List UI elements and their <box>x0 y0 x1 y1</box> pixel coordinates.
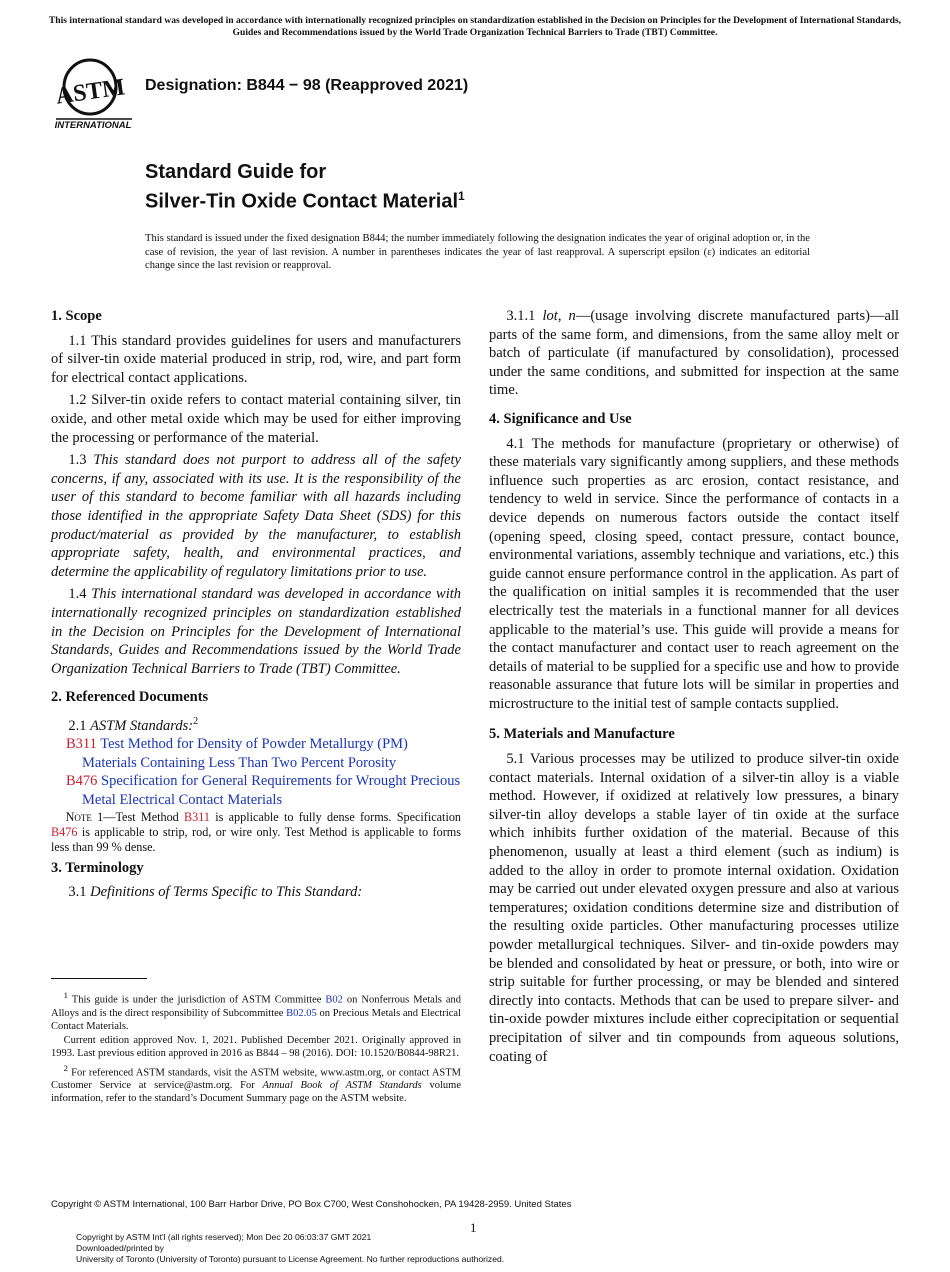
astm-logo-letters: ASTM <box>54 74 127 110</box>
para-1-3-num: 1.3 <box>68 452 87 469</box>
download-line-1: Copyright by ASTM Int'l (all rights reserved); Mon Dec 20 06:03:37 GMT 2021 <box>76 1232 372 1242</box>
para-3-1-1-text: —(usage involving discrete manufactured parts)—all parts of the same form, and dimensions, from the same alloy melt or batch of particulate (if manufactured by consolidation), processed under the same conditions, and submitted for inspection at the same time. <box>489 308 900 399</box>
para-2-1-text: ASTM Standards: <box>90 717 194 734</box>
title-footnote-mark: 1 <box>458 189 465 203</box>
footnote-1-link-b0205[interactable]: B02.05 <box>286 1007 317 1019</box>
document-title <box>145 160 465 214</box>
note-1-link-b311[interactable]: B311 <box>184 809 210 824</box>
footnote-rule <box>51 978 147 979</box>
para-1-1: 1.1 This standard provides guidelines for users and manufacturers of silver-tin oxide material produced in strip, rod, wire, and part form for electrical contact applications. <box>51 332 461 386</box>
para-1-2: 1.2 Silver-tin oxide refers to contact material containing silver, tin oxide, and other metal oxide which may be used for either improving the processing or performance of the material. <box>51 392 461 446</box>
footnote-2-text-b: volume information, refer to the standard’s Document Summary page on the ASTM website. <box>51 1080 461 1105</box>
footnote-2 <box>51 1062 461 1106</box>
ref-b311-title[interactable]: Test Method for Density of Powder Metallurgy (PM) Materials Containing Less Than Two Percent Porosity <box>82 736 408 771</box>
para-3-1-num: 3.1 <box>68 884 87 901</box>
para-1-3 <box>51 451 461 581</box>
note-1-text-a: —Test Method <box>103 809 185 824</box>
download-line-3: University of Toronto (University of Toronto) pursuant to License Agreement. No further reproductions authorized. <box>76 1253 505 1264</box>
left-column <box>51 307 461 906</box>
para-1-4-text: This international standard was developed in accordance with internationally recognized principles on standardization established in the Decision on Principles for the Development of International Standards, Guides and Recommendations issued by the World Trade Organization Technical Barriers to Trade (TBT) Committee. <box>51 586 461 677</box>
section-4-heading: 4. Significance and Use <box>489 410 632 427</box>
para-2-1-sup: 2 <box>193 715 199 727</box>
ref-b476-title[interactable]: Specification for General Requirements for Wrought Precious Metal Electrical Contact Materials <box>82 773 461 809</box>
footnote-1-link-b02[interactable]: B02 <box>325 994 343 1006</box>
footnote-1-text-c: on Precious Metals and Electrical Contact Materials. <box>51 1007 461 1032</box>
para-2-1-num: 2.1 <box>68 717 87 734</box>
ref-b476[interactable] <box>66 772 461 809</box>
footnote-1-text-a: This guide is under the jurisdiction of ASTM Committee <box>67 994 326 1006</box>
para-1-3-text: This standard does not purport to address all of the safety concerns, if any, associated with its use. It is the responsibility of the user of this standard to become familiar with all hazards including those identified in the appropriate Safety Data Sheet (SDS) for this product/material as provided by the manufacturer, to establish appropriate safety, health, and environmental practices, and determine the applicability of regulatory limitations prior to use. <box>51 452 461 580</box>
ref-b311-code[interactable]: B311 <box>66 736 97 753</box>
top-notice: This international standard was developed in accordance with internationally recognized principles on standardization established in the Decision on Principles for the Development of International Standards, Guides and Recommendations issued by the World Trade Organization Technical Barriers to Trade (TBT) Committee. <box>48 15 902 38</box>
footnote-1-approval: Current edition approved Nov. 1, 2021. Published December 2021. Originally approved in 1993. Last previous edition approved in 2016 as B844 – 98 (2016). DOI: 10.1520/B0844-98R21. <box>51 1035 461 1060</box>
para-1-4 <box>51 585 461 678</box>
footnote-2-text-a: For referenced ASTM standards, visit the ASTM website, www.astm.org, or contact ASTM Customer Service at service@astm.org. For <box>51 1067 461 1092</box>
para-3-1-1 <box>489 307 899 400</box>
footnotes <box>51 989 461 1107</box>
issue-note: This standard is issued under the fixed designation B844; the number immediately following the designation indicates the year of original adoption or, in the case of revision, the year of last revision. A number in parentheses indicates the year of last reapproval. A superscript epsilon (ε) indicates an editorial change since the last revision or reapproval. <box>145 233 810 272</box>
page-number: 1 <box>470 1220 477 1235</box>
note-1-text-c: is applicable to strip, rod, or wire only. Test Method is applicable to forms less than 99 % dense. <box>51 824 461 854</box>
designation: Designation: B844 − 98 (Reapproved 2021) <box>145 77 469 94</box>
section-5-heading: 5. Materials and Manufacture <box>489 726 675 743</box>
copyright-line: Copyright © ASTM International, 100 Barr Harbor Drive, PO Box C700, West Conshohocken, PA 19428-2959. United States <box>51 1199 572 1210</box>
note-1-link-b476[interactable]: B476 <box>51 824 78 839</box>
para-3-1-text: Definitions of Terms Specific to This Standard: <box>90 884 363 901</box>
para-3-1-1-term: lot, n <box>542 308 576 324</box>
footnote-1-mark: 1 <box>63 990 68 1000</box>
footnote-2-mark: 2 <box>63 1062 68 1073</box>
note-1-label: Note 1 <box>65 809 104 824</box>
title-line-2: Silver-Tin Oxide Contact Material <box>145 190 459 213</box>
note-1-text-b: is applicable to fully dense forms. Specification <box>210 809 462 824</box>
para-3-1-1-num: 3.1.1 <box>506 308 536 324</box>
astm-logo-subtitle: INTERNATIONAL <box>54 120 132 131</box>
ref-b476-code[interactable]: B476 <box>66 773 98 790</box>
section-2-heading: 2. Referenced Documents <box>51 689 209 706</box>
note-1 <box>51 810 461 855</box>
right-column <box>489 307 899 1070</box>
footnote-2-italic: Annual Book of ASTM Standards <box>262 1080 422 1092</box>
footnote-1 <box>51 989 461 1033</box>
footnote-1-text-b: on Nonferrous Metals and Alloys and is the direct responsibility of Subcommittee <box>51 994 462 1019</box>
section-3-heading: 3. Terminology <box>51 859 144 876</box>
ref-b311[interactable] <box>66 735 461 772</box>
para-2-1 <box>51 713 461 735</box>
section-1-heading: 1. Scope <box>51 308 102 324</box>
title-line-1: Standard Guide for <box>145 161 327 183</box>
para-4-1: 4.1 The methods for manufacture (proprietary or otherwise) of these materials vary significantly among suppliers, and these methods influence such properties as arc erosion, contact resistance, and tendency to weld in service. Since the performance of contacts in a device depends on numerous factors outside the contact itself (opening speed, closing speed, contact pressure, contact bounce, environmental variations, assembly technique and variations, etc.) this guide cannot ensure performance control in the application. As part of the qualification on initial samples it is recommended that the user electrically test the materials in a functional manner for all devices applicable to the material’s use. This guide will provide a means for the contact manufacturer and contact user to reach agreement on the details of material to be supplied for a specific use and how to provide reasonable assurance that future lots will be similar in properties and microstructure to the initial test of sample contacts supplied. <box>489 435 899 712</box>
para-1-4-num: 1.4 <box>68 586 87 603</box>
para-3-1 <box>51 883 461 902</box>
astm-logo <box>52 57 134 131</box>
para-5-1: 5.1 Various processes may be utilized to produce silver-tin oxide contact materials. Internal oxidation of a silver-tin alloy is a viable method. However, if oxidized at relatively low pressures, a binary silver-tin alloy develops a stable layer of tin oxide at the surface which inhibits further oxidation of the material. Because of this phenomenon, usually at least a third element (such as indium) is added to the alloy in order to promote internal oxidation. Oxidation may be carried out under elevated oxygen pressure and also at various temperatures; oxidation conditions determine size and distribution of the resulting oxide particles. Other manufacturing processes utilize powder metallurgical techniques. Silver- and tin-oxide powders may be blended and consolidated by heat or pressure, or both, into wire or strip suitable for further processing, or may be blended and sintered directly into contacts. Methods that can be used to prepare silver- and tin-oxide powder mixtures include either coprecipitation or sequential precipitation of silver and tin compounds from aqueous solutions, coating of <box>489 751 899 1065</box>
download-notice <box>76 1232 504 1264</box>
download-line-2: Downloaded/printed by <box>76 1242 164 1253</box>
